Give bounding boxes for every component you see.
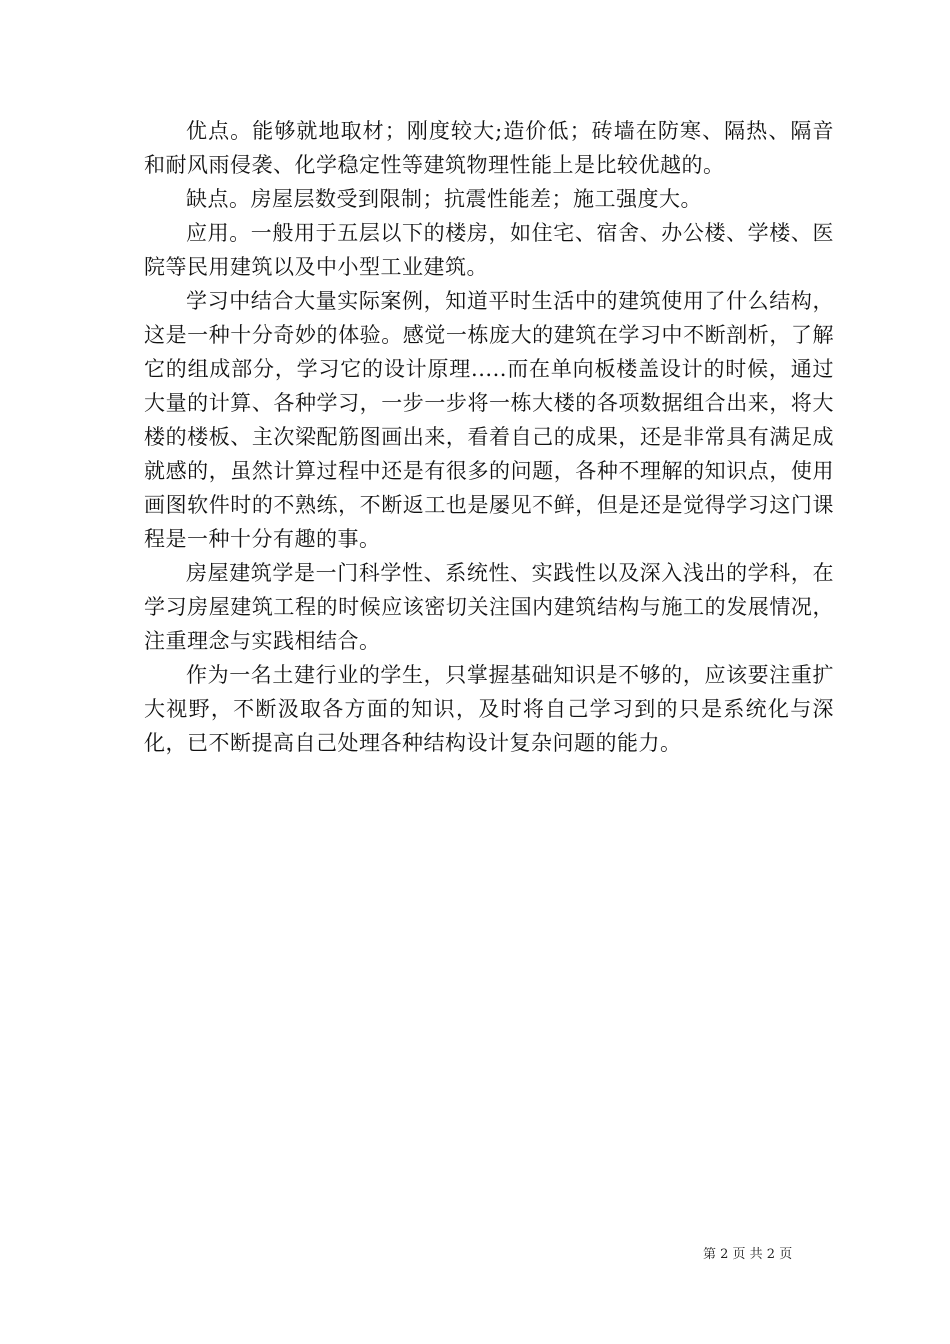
paragraph-conclusion: 作为一名土建行业的学生，只掌握基础知识是不够的，应该要注重扩大视野，不断汲取各方面的知识，及时将自己学习到的只是系统化与深化，已不断提高自己处理各种结构设计复杂问题的能力。 <box>144 663 834 755</box>
document-body <box>144 114 834 760</box>
paragraph-disadvantages: 缺点。房屋层数受到限制；抗震性能差；施工强度大。 <box>186 187 702 211</box>
paragraph-applications: 应用。一般用于五层以下的楼房，如住宅、宿舍、办公楼、学楼、医院等民用建筑以及中小型工业建筑。 <box>144 221 834 279</box>
paragraph-study-experience: 学习中结合大量实际案例，知道平时生活中的建筑使用了什么结构，这是一种十分奇妙的体验。感觉一栋庞大的建筑在学习中不断剖析，了解它的组成部分，学习它的设计原理.....而在单向板楼盖设计的时候，通过大量的计算、各种学习，一步一步将一栋大楼的各项数据组合出来，将大楼的楼板、主次梁配筋图画出来，看着自己的成果，还是非常具有满足成就感的，虽然计算过程中还是有很多的问题，各种不理解的知识点，使用画图软件时的不熟练，不断返工也是屡见不鲜，但是还是觉得学习这门课程是一种十分有趣的事。 <box>144 289 834 551</box>
paragraph-advantages: 优点。能够就地取材；刚度较大;造价低；砖墙在防寒、隔热、隔音和耐风雨侵袭、化学稳定性等建筑物理性能上是比较优越的。 <box>144 119 834 177</box>
page-number-footer: 第 2 页 共 2 页 <box>703 1247 793 1262</box>
paragraph-building-science: 房屋建筑学是一门科学性、系统性、实践性以及深入浅出的学科，在学习房屋建筑工程的时候应该密切关注国内建筑结构与施工的发展情况，注重理念与实践相结合。 <box>144 561 834 653</box>
